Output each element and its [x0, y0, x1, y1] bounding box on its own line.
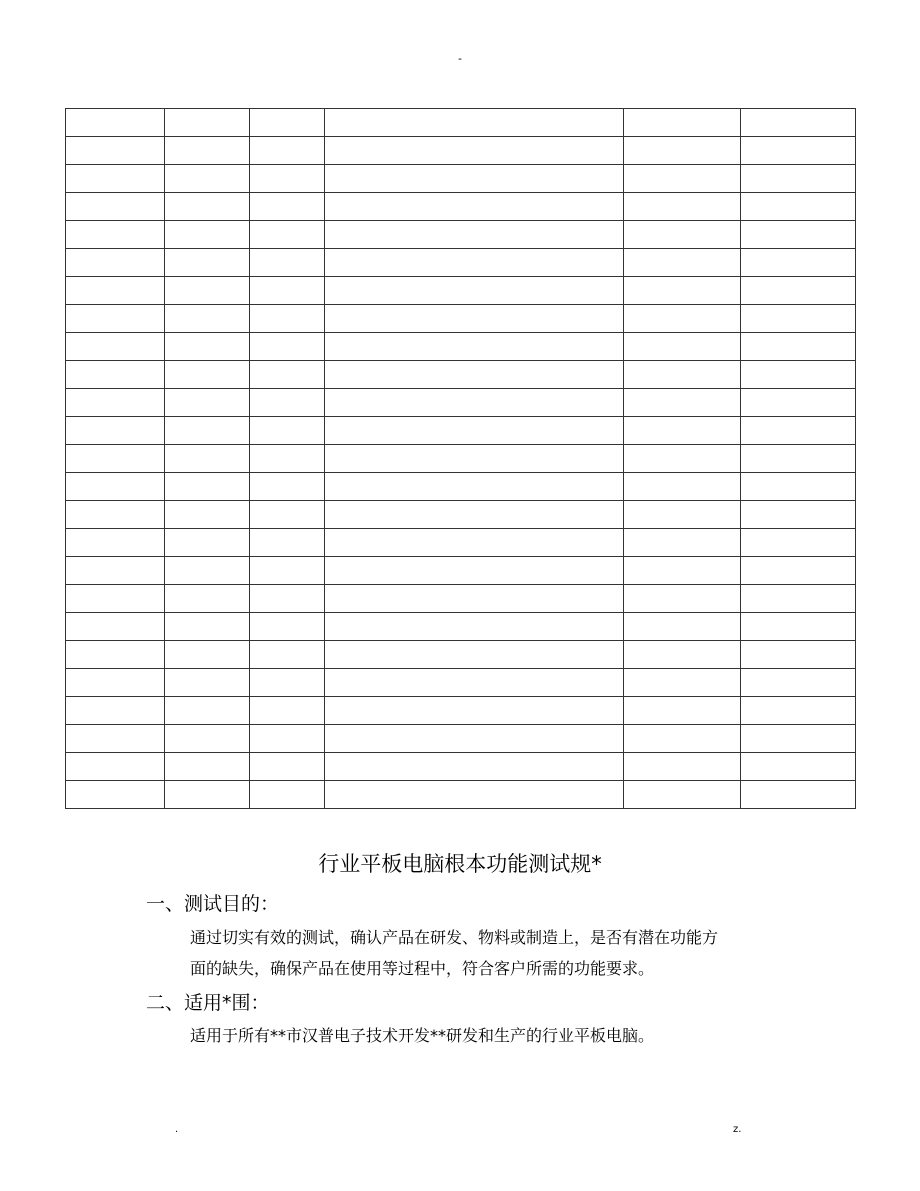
table-cell	[66, 501, 165, 529]
table-cell	[165, 501, 250, 529]
table-cell	[66, 417, 165, 445]
table-cell	[66, 137, 165, 165]
table-cell	[165, 109, 250, 137]
table-cell	[325, 781, 624, 809]
table-row	[66, 389, 856, 417]
table-cell	[325, 417, 624, 445]
table-cell	[325, 585, 624, 613]
table-cell	[624, 753, 741, 781]
table-cell	[66, 109, 165, 137]
table-row	[66, 669, 856, 697]
table-cell	[624, 305, 741, 333]
table-cell	[325, 473, 624, 501]
table-row	[66, 305, 856, 333]
table-cell	[325, 389, 624, 417]
table-cell	[325, 249, 624, 277]
table-cell	[250, 417, 325, 445]
table-cell	[66, 193, 165, 221]
table-cell	[325, 725, 624, 753]
table-cell	[165, 389, 250, 417]
table-cell	[624, 389, 741, 417]
table-cell	[66, 781, 165, 809]
table-row	[66, 249, 856, 277]
table-row	[66, 193, 856, 221]
table-cell	[165, 557, 250, 585]
table-cell	[741, 193, 856, 221]
table-cell	[165, 305, 250, 333]
table-cell	[165, 669, 250, 697]
table-cell	[624, 221, 741, 249]
table-cell	[624, 529, 741, 557]
table-cell	[325, 669, 624, 697]
table-cell	[624, 193, 741, 221]
table-cell	[624, 277, 741, 305]
table-row	[66, 221, 856, 249]
table-cell	[165, 725, 250, 753]
table-cell	[741, 389, 856, 417]
table-cell	[325, 193, 624, 221]
table-cell	[325, 501, 624, 529]
table-cell	[165, 249, 250, 277]
table-cell	[250, 445, 325, 473]
table-cell	[66, 165, 165, 193]
table-cell	[165, 697, 250, 725]
table-row	[66, 417, 856, 445]
table-row	[66, 501, 856, 529]
table-cell	[624, 333, 741, 361]
table-cell	[624, 445, 741, 473]
table-row	[66, 361, 856, 389]
purpose-paragraph-line: 面的缺失，确保产品在使用等过程中，符合客户所需的功能要求。	[190, 959, 655, 978]
table-cell	[66, 557, 165, 585]
footer-left-mark: .	[175, 1124, 179, 1135]
purpose-paragraph-line: 通过切实有效的测试，确认产品在研发、物料或制造上，是否有潜在功能方	[190, 928, 719, 947]
table-cell	[250, 137, 325, 165]
table-cell	[325, 165, 624, 193]
table-cell	[325, 641, 624, 669]
table-cell	[741, 417, 856, 445]
table-row	[66, 697, 856, 725]
table-cell	[741, 557, 856, 585]
table-cell	[250, 529, 325, 557]
table-cell	[741, 277, 856, 305]
table-cell	[66, 585, 165, 613]
table-cell	[165, 221, 250, 249]
table-cell	[165, 445, 250, 473]
table-cell	[250, 585, 325, 613]
table-cell	[66, 669, 165, 697]
table-cell	[66, 221, 165, 249]
table-row	[66, 137, 856, 165]
table-cell	[741, 501, 856, 529]
table-cell	[624, 109, 741, 137]
table-cell	[250, 473, 325, 501]
table-cell	[741, 585, 856, 613]
table-cell	[741, 445, 856, 473]
table-cell	[325, 137, 624, 165]
table-cell	[741, 669, 856, 697]
table-cell	[66, 473, 165, 501]
table-row	[66, 277, 856, 305]
table-cell	[741, 221, 856, 249]
table-cell	[250, 697, 325, 725]
table-cell	[66, 249, 165, 277]
table-cell	[250, 249, 325, 277]
table-cell	[66, 613, 165, 641]
table-cell	[250, 165, 325, 193]
table-cell	[250, 221, 325, 249]
table-cell	[624, 725, 741, 753]
table-cell	[741, 473, 856, 501]
blank-grid-table	[65, 108, 856, 809]
table-cell	[325, 361, 624, 389]
document-title: 行业平板电脑根本功能测试规*	[318, 852, 602, 876]
table-cell	[624, 781, 741, 809]
table-cell	[250, 557, 325, 585]
table-cell	[250, 781, 325, 809]
table-cell	[624, 137, 741, 165]
table-row	[66, 445, 856, 473]
table-cell	[250, 193, 325, 221]
table-cell	[741, 305, 856, 333]
table-cell	[250, 333, 325, 361]
table-cell	[66, 753, 165, 781]
table-cell	[66, 641, 165, 669]
table-cell	[741, 249, 856, 277]
table-cell	[165, 193, 250, 221]
table-cell	[250, 725, 325, 753]
table-cell	[165, 753, 250, 781]
table-cell	[624, 585, 741, 613]
table-cell	[741, 697, 856, 725]
table-cell	[741, 725, 856, 753]
table-cell	[165, 613, 250, 641]
table-cell	[624, 361, 741, 389]
table-cell	[66, 389, 165, 417]
table-cell	[165, 165, 250, 193]
table-cell	[325, 277, 624, 305]
table-cell	[741, 613, 856, 641]
table-row	[66, 725, 856, 753]
table-cell	[165, 781, 250, 809]
table-cell	[66, 277, 165, 305]
table-cell	[624, 249, 741, 277]
table-cell	[325, 305, 624, 333]
table-cell	[325, 333, 624, 361]
table-cell	[250, 389, 325, 417]
table-cell	[250, 753, 325, 781]
table-cell	[741, 109, 856, 137]
table-cell	[66, 529, 165, 557]
table-cell	[624, 697, 741, 725]
table-cell	[741, 333, 856, 361]
table-cell	[250, 613, 325, 641]
table-cell	[325, 697, 624, 725]
table-row	[66, 333, 856, 361]
table-cell	[624, 557, 741, 585]
table-cell	[741, 361, 856, 389]
table-cell	[325, 221, 624, 249]
table-cell	[66, 361, 165, 389]
table-cell	[66, 445, 165, 473]
table-cell	[250, 641, 325, 669]
scope-paragraph-line: 适用于所有**市汉普电子技术开发**研发和生产的行业平板电脑。	[190, 1026, 655, 1045]
table-cell	[741, 165, 856, 193]
table-cell	[624, 501, 741, 529]
table-row	[66, 585, 856, 613]
table-row	[66, 781, 856, 809]
table-cell	[250, 109, 325, 137]
table-cell	[624, 613, 741, 641]
table-cell	[250, 277, 325, 305]
table-cell	[741, 781, 856, 809]
table-row	[66, 557, 856, 585]
table-cell	[250, 669, 325, 697]
footer-right-mark: z.	[733, 1124, 742, 1135]
table-cell	[165, 277, 250, 305]
table-cell	[66, 697, 165, 725]
table-cell	[325, 753, 624, 781]
table-cell	[624, 669, 741, 697]
page-header-mark: -	[458, 52, 462, 65]
table-cell	[325, 529, 624, 557]
section-heading-scope: 二、适用*围：	[146, 992, 270, 1014]
table-cell	[741, 529, 856, 557]
table-row	[66, 641, 856, 669]
table-cell	[250, 361, 325, 389]
table-cell	[165, 333, 250, 361]
table-cell	[624, 165, 741, 193]
table-row	[66, 753, 856, 781]
table-cell	[165, 529, 250, 557]
table-row	[66, 109, 856, 137]
table-cell	[66, 725, 165, 753]
table-cell	[741, 641, 856, 669]
table-cell	[165, 417, 250, 445]
table-row	[66, 165, 856, 193]
table-cell	[250, 305, 325, 333]
table-cell	[165, 473, 250, 501]
table-cell	[325, 557, 624, 585]
table-cell	[741, 137, 856, 165]
table-cell	[165, 585, 250, 613]
table-cell	[165, 641, 250, 669]
table-row	[66, 473, 856, 501]
table-cell	[165, 361, 250, 389]
table-cell	[624, 473, 741, 501]
table-cell	[66, 305, 165, 333]
table-cell	[165, 137, 250, 165]
table-cell	[325, 445, 624, 473]
table-cell	[624, 417, 741, 445]
table-cell	[66, 333, 165, 361]
table-cell	[624, 641, 741, 669]
table-cell	[250, 501, 325, 529]
table-cell	[325, 109, 624, 137]
table-cell	[741, 753, 856, 781]
table-row	[66, 529, 856, 557]
table-row	[66, 613, 856, 641]
section-heading-purpose: 一、测试目的：	[146, 893, 280, 915]
table-cell	[325, 613, 624, 641]
